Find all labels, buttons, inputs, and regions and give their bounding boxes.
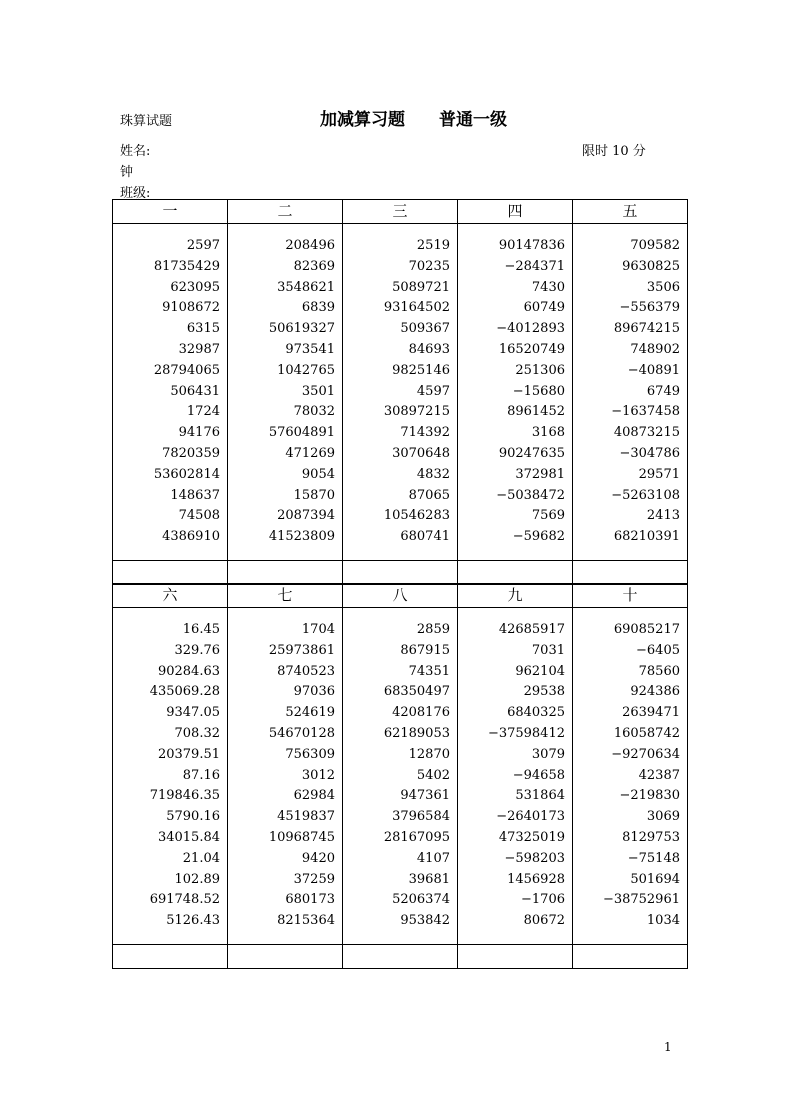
number-column bbox=[458, 608, 572, 932]
number-entry: 506431 bbox=[170, 383, 220, 399]
problem-table-2 bbox=[112, 583, 688, 969]
number-column bbox=[228, 608, 342, 932]
time-limit: 限时 10 分 bbox=[582, 144, 646, 159]
number-entry: 9108672 bbox=[162, 300, 220, 316]
number-entry: 5089721 bbox=[392, 279, 450, 295]
column-header: 四 bbox=[458, 200, 573, 224]
page-number: 1 bbox=[664, 1040, 672, 1054]
numbers-cell bbox=[458, 224, 573, 561]
number-entry: 372981 bbox=[515, 466, 565, 482]
number-entry: 714392 bbox=[400, 425, 450, 441]
number-entry: 719846.35 bbox=[149, 788, 220, 804]
number-entry: 10546283 bbox=[383, 508, 450, 524]
number-entry: −2640173 bbox=[496, 809, 565, 825]
number-column bbox=[573, 608, 687, 932]
number-entry: 3069 bbox=[646, 809, 680, 825]
number-entry: 471269 bbox=[285, 445, 335, 461]
number-entry: 16.45 bbox=[182, 622, 220, 637]
number-entry: −37598412 bbox=[487, 725, 565, 741]
number-entry: 87.16 bbox=[182, 767, 220, 783]
number-entry: 16058742 bbox=[613, 725, 680, 741]
answer-cell[interactable] bbox=[228, 945, 343, 969]
number-entry: 62984 bbox=[293, 788, 335, 804]
number-entry: 34015.84 bbox=[157, 829, 220, 845]
column-header: 六 bbox=[113, 584, 228, 608]
numbers-row bbox=[113, 224, 688, 561]
number-entry: 4107 bbox=[416, 850, 450, 866]
number-entry: −598203 bbox=[504, 850, 565, 866]
answer-cell[interactable] bbox=[343, 561, 458, 585]
column-header: 九 bbox=[458, 584, 573, 608]
number-column bbox=[573, 224, 687, 548]
number-entry: 29538 bbox=[523, 684, 565, 700]
page-title: 加减算习题 普通一级 bbox=[320, 110, 507, 130]
numbers-row bbox=[113, 608, 688, 945]
number-entry: 62189053 bbox=[383, 725, 450, 741]
answer-cell[interactable] bbox=[113, 945, 228, 969]
number-entry: 748902 bbox=[630, 341, 680, 357]
number-entry: 623095 bbox=[170, 279, 220, 295]
number-entry: 2413 bbox=[646, 508, 680, 524]
number-entry: 3012 bbox=[301, 767, 335, 783]
number-column bbox=[228, 224, 342, 548]
number-entry: −556379 bbox=[619, 300, 680, 316]
number-entry: 42685917 bbox=[498, 622, 565, 637]
number-entry: 97036 bbox=[293, 684, 335, 700]
number-entry: 90247635 bbox=[498, 445, 565, 461]
number-entry: −94658 bbox=[512, 767, 565, 783]
number-entry: 6840325 bbox=[507, 705, 565, 721]
number-entry: 1704 bbox=[301, 622, 335, 637]
number-entry: 87065 bbox=[408, 487, 450, 503]
number-column bbox=[113, 608, 227, 932]
number-entry: 2519 bbox=[416, 238, 450, 253]
number-entry: 148637 bbox=[170, 487, 220, 503]
number-entry: 7820359 bbox=[162, 445, 220, 461]
number-entry: −1706 bbox=[521, 892, 565, 908]
exam-label: 珠算试题 bbox=[120, 114, 173, 129]
class-label: 班级: bbox=[120, 186, 151, 201]
number-entry: 25973861 bbox=[268, 642, 335, 658]
number-entry: 30897215 bbox=[383, 404, 450, 420]
number-entry: 5126.43 bbox=[166, 913, 220, 929]
number-entry: 1456928 bbox=[507, 871, 565, 887]
column-header: 二 bbox=[228, 200, 343, 224]
number-entry: 524619 bbox=[285, 705, 335, 721]
number-entry: 1724 bbox=[186, 404, 220, 420]
number-entry: 15870 bbox=[293, 487, 335, 503]
number-entry: 251306 bbox=[515, 362, 565, 378]
number-entry: 93164502 bbox=[383, 300, 450, 316]
number-entry: −5038472 bbox=[496, 487, 565, 503]
number-entry: 28167095 bbox=[383, 829, 450, 845]
number-entry: 4597 bbox=[416, 383, 450, 399]
numbers-cell bbox=[343, 224, 458, 561]
answer-row bbox=[113, 561, 688, 585]
column-header: 五 bbox=[573, 200, 688, 224]
number-entry: 2859 bbox=[416, 622, 450, 637]
number-entry: 3506 bbox=[646, 279, 680, 295]
number-entry: 962104 bbox=[515, 663, 565, 679]
number-entry: 3501 bbox=[301, 383, 335, 399]
number-entry: 3168 bbox=[531, 425, 565, 441]
number-entry: 973541 bbox=[285, 341, 335, 357]
number-entry: −219830 bbox=[619, 788, 680, 804]
number-entry: 90147836 bbox=[498, 238, 565, 253]
number-entry: 54670128 bbox=[268, 725, 335, 741]
number-entry: 4386910 bbox=[162, 529, 220, 545]
number-entry: 9347.05 bbox=[166, 705, 220, 721]
number-entry: 8961452 bbox=[507, 404, 565, 420]
number-entry: 7430 bbox=[531, 279, 565, 295]
number-entry: 9054 bbox=[301, 466, 335, 482]
problem-table-1 bbox=[112, 199, 688, 585]
number-entry: 68210391 bbox=[613, 529, 680, 545]
number-entry: 74508 bbox=[178, 508, 220, 524]
number-entry: 7569 bbox=[531, 508, 565, 524]
numbers-cell bbox=[228, 608, 343, 945]
number-entry: 2639471 bbox=[622, 705, 680, 721]
number-entry: 42387 bbox=[638, 767, 680, 783]
number-entry: 2087394 bbox=[277, 508, 335, 524]
number-entry: 9420 bbox=[301, 850, 335, 866]
number-entry: 28794065 bbox=[153, 362, 220, 378]
number-entry: −59682 bbox=[512, 529, 565, 545]
number-entry: 78560 bbox=[638, 663, 680, 679]
number-entry: 3548621 bbox=[277, 279, 335, 295]
number-column bbox=[343, 608, 457, 932]
number-entry: 20379.51 bbox=[157, 746, 220, 762]
number-entry: 82369 bbox=[293, 258, 335, 274]
number-entry: 3070648 bbox=[392, 445, 450, 461]
number-entry: 53602814 bbox=[153, 466, 220, 482]
number-entry: 40873215 bbox=[613, 425, 680, 441]
number-entry: 329.76 bbox=[174, 642, 220, 658]
number-entry: 37259 bbox=[293, 871, 335, 887]
numbers-cell bbox=[458, 608, 573, 945]
number-entry: 2597 bbox=[186, 238, 220, 253]
number-entry: 10968745 bbox=[268, 829, 335, 845]
number-entry: 6315 bbox=[186, 321, 220, 337]
number-entry: 680173 bbox=[285, 892, 335, 908]
number-entry: 5206374 bbox=[392, 892, 450, 908]
number-entry: 89674215 bbox=[613, 321, 680, 337]
number-entry: 208496 bbox=[285, 238, 335, 253]
number-entry: 435069.28 bbox=[149, 684, 220, 700]
header-row bbox=[113, 584, 688, 608]
time-unit-wrap: 钟 bbox=[120, 165, 134, 180]
number-column bbox=[113, 224, 227, 548]
number-column bbox=[343, 224, 457, 548]
number-entry: 691748.52 bbox=[149, 892, 220, 908]
number-entry: −284371 bbox=[504, 258, 565, 274]
number-entry: 756309 bbox=[285, 746, 335, 762]
number-entry: 5790.16 bbox=[166, 809, 220, 825]
number-entry: 47325019 bbox=[498, 829, 565, 845]
number-entry: 501694 bbox=[630, 871, 680, 887]
number-entry: 509367 bbox=[400, 321, 450, 337]
numbers-cell bbox=[113, 224, 228, 561]
number-entry: 8215364 bbox=[277, 913, 335, 929]
number-entry: 6749 bbox=[646, 383, 680, 399]
answer-cell[interactable] bbox=[573, 945, 688, 969]
number-entry: −304786 bbox=[619, 445, 680, 461]
number-entry: 867915 bbox=[400, 642, 450, 658]
number-entry: 5402 bbox=[416, 767, 450, 783]
number-entry: 9825146 bbox=[392, 362, 450, 378]
number-entry: 531864 bbox=[515, 788, 565, 804]
number-entry: 947361 bbox=[400, 788, 450, 804]
number-entry: −6405 bbox=[636, 642, 680, 658]
number-entry: 8129753 bbox=[622, 829, 680, 845]
number-entry: 39681 bbox=[408, 871, 450, 887]
number-entry: 60749 bbox=[523, 300, 565, 316]
number-entry: 7031 bbox=[531, 642, 565, 658]
number-entry: 74351 bbox=[408, 663, 450, 679]
number-entry: 90284.63 bbox=[157, 663, 220, 679]
number-entry: −5263108 bbox=[611, 487, 680, 503]
number-entry: −4012893 bbox=[496, 321, 565, 337]
number-entry: −40891 bbox=[627, 362, 680, 378]
number-entry: 80672 bbox=[523, 913, 565, 929]
number-entry: 4208176 bbox=[392, 705, 450, 721]
number-entry: −38752961 bbox=[602, 892, 680, 908]
numbers-cell bbox=[573, 224, 688, 561]
number-entry: 924386 bbox=[630, 684, 680, 700]
number-entry: 1042765 bbox=[277, 362, 335, 378]
column-header: 八 bbox=[343, 584, 458, 608]
number-entry: 57604891 bbox=[268, 425, 335, 441]
number-entry: −1637458 bbox=[611, 404, 680, 420]
number-entry: 3079 bbox=[531, 746, 565, 762]
number-entry: 78032 bbox=[293, 404, 335, 420]
column-header: 一 bbox=[113, 200, 228, 224]
answer-row bbox=[113, 945, 688, 969]
number-entry: 69085217 bbox=[613, 622, 680, 637]
numbers-cell bbox=[343, 608, 458, 945]
number-entry: 29571 bbox=[638, 466, 680, 482]
number-entry: 3796584 bbox=[392, 809, 450, 825]
number-entry: 81735429 bbox=[153, 258, 220, 274]
name-label: 姓名: bbox=[120, 144, 151, 159]
answer-cell[interactable] bbox=[573, 561, 688, 585]
numbers-cell bbox=[573, 608, 688, 945]
number-entry: 709582 bbox=[630, 238, 680, 253]
column-header: 七 bbox=[228, 584, 343, 608]
number-entry: 4519837 bbox=[277, 809, 335, 825]
number-entry: 9630825 bbox=[622, 258, 680, 274]
number-entry: 68350497 bbox=[383, 684, 450, 700]
number-entry: 102.89 bbox=[174, 871, 220, 887]
number-entry: −75148 bbox=[627, 850, 680, 866]
number-entry: 1034 bbox=[646, 913, 680, 929]
number-entry: 953842 bbox=[400, 913, 450, 929]
number-column bbox=[458, 224, 572, 548]
number-entry: 94176 bbox=[178, 425, 220, 441]
number-entry: 8740523 bbox=[277, 663, 335, 679]
number-entry: −15680 bbox=[512, 383, 565, 399]
number-entry: 4832 bbox=[416, 466, 450, 482]
number-entry: 16520749 bbox=[498, 341, 565, 357]
answer-cell[interactable] bbox=[113, 561, 228, 585]
number-entry: 21.04 bbox=[182, 850, 220, 866]
answer-cell[interactable] bbox=[343, 945, 458, 969]
answer-cell[interactable] bbox=[228, 561, 343, 585]
number-entry: 708.32 bbox=[174, 725, 220, 741]
numbers-cell bbox=[113, 608, 228, 945]
answer-cell[interactable] bbox=[458, 945, 573, 969]
number-entry: 6839 bbox=[301, 300, 335, 316]
column-header: 十 bbox=[573, 584, 688, 608]
column-header: 三 bbox=[343, 200, 458, 224]
number-entry: 680741 bbox=[400, 529, 450, 545]
answer-cell[interactable] bbox=[458, 561, 573, 585]
header-row bbox=[113, 200, 688, 224]
numbers-cell bbox=[228, 224, 343, 561]
number-entry: 50619327 bbox=[268, 321, 335, 337]
number-entry: 12870 bbox=[408, 746, 450, 762]
number-entry: 32987 bbox=[178, 341, 220, 357]
number-entry: 70235 bbox=[408, 258, 450, 274]
number-entry: −9270634 bbox=[611, 746, 680, 762]
number-entry: 41523809 bbox=[268, 529, 335, 545]
number-entry: 84693 bbox=[408, 341, 450, 357]
